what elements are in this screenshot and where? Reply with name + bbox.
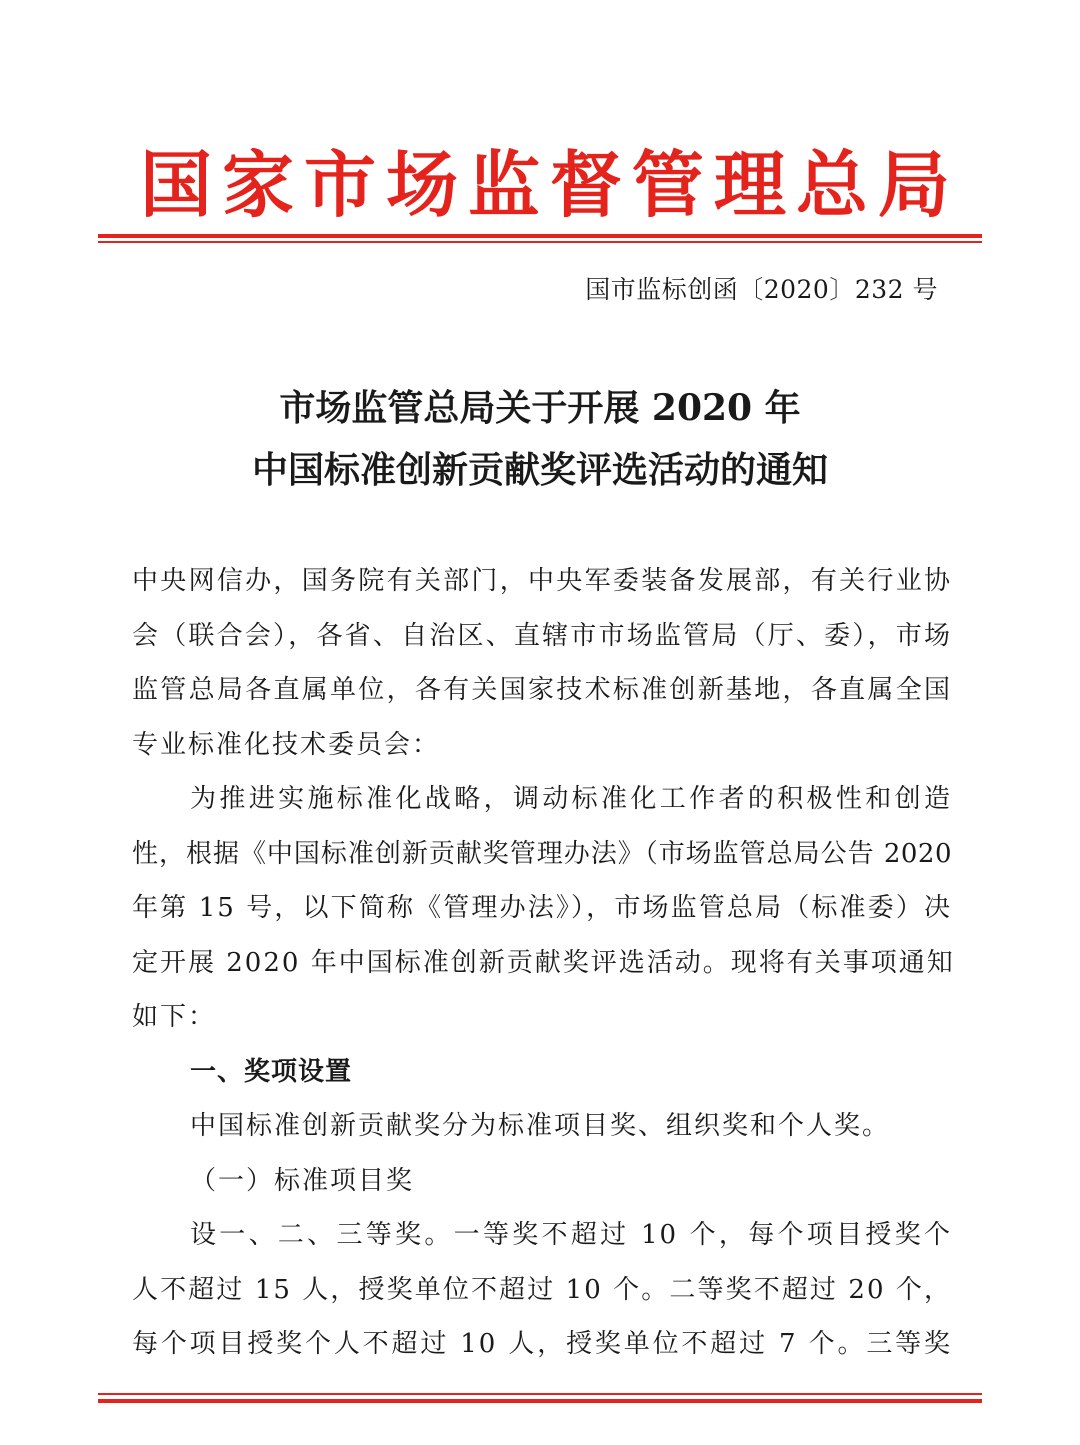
masthead-char: 总	[795, 142, 868, 227]
body-line: 定开展 2020 年中国标准创新贡献奖评选活动。现将有关事项通知	[132, 947, 955, 978]
header-divider-thick	[98, 234, 982, 238]
body-line: 中央网信办，国务院有关部门，中央军委装备发展部，有关行业协	[132, 566, 952, 596]
body-line: 监管总局各直属单位，各有关国家技术标准创新基地，各直属全国	[132, 675, 952, 705]
masthead-char: 局	[877, 142, 950, 227]
masthead-char: 监	[467, 142, 540, 227]
body-line: 人不超过 15 人，授奖单位不超过 10 个。二等奖不超过 20 个，	[132, 1274, 952, 1305]
masthead-char: 理	[713, 142, 786, 227]
body-line: 性，根据《中国标准创新贡献奖管理办法》（市场监管总局公告 2020	[132, 838, 952, 869]
footer-divider-thick	[98, 1399, 982, 1403]
body-line: 设一、二、三等奖。一等奖不超过 10 个，每个项目授奖个	[190, 1220, 952, 1250]
header-divider-thin	[98, 241, 982, 243]
document-number: 国市监标创函〔2020〕232 号	[585, 275, 938, 304]
subsection-heading: （一）标准项目奖	[190, 1165, 415, 1196]
masthead-char: 管	[631, 142, 704, 227]
document-title-line-2: 中国标准创新贡献奖评选活动的通知	[251, 449, 828, 491]
body-line: 专业标准化技术委员会：	[132, 729, 441, 760]
body-line: 为推进实施标准化战略，调动标准化工作者的积极性和创造	[190, 784, 952, 814]
masthead-char: 督	[549, 142, 622, 227]
body-line: 会（联合会），各省、自治区、直辖市市场监管局（厅、委），市场	[132, 620, 952, 651]
footer-divider-thin	[98, 1393, 982, 1395]
masthead-char: 场	[385, 142, 458, 227]
masthead	[0, 140, 1080, 230]
masthead-char: 国	[140, 142, 213, 227]
body-line: 中国标准创新贡献奖分为标准项目奖、组织奖和个人奖。	[190, 1111, 891, 1141]
masthead-title	[140, 140, 950, 230]
section-heading: 一、奖项设置	[190, 1056, 353, 1087]
body-line: 每个项目授奖个人不超过 10 人，授奖单位不超过 7 个。三等奖	[132, 1329, 952, 1359]
document-title-line-1: 市场监管总局关于开展 2020 年	[279, 387, 801, 429]
masthead-char: 市	[303, 142, 376, 227]
document-body	[132, 554, 955, 1372]
masthead-char: 家	[221, 142, 294, 227]
body-line: 年第 15 号，以下简称《管理办法》），市场监管总局（标准委）决	[132, 893, 952, 923]
body-line: 如下：	[132, 1002, 217, 1032]
